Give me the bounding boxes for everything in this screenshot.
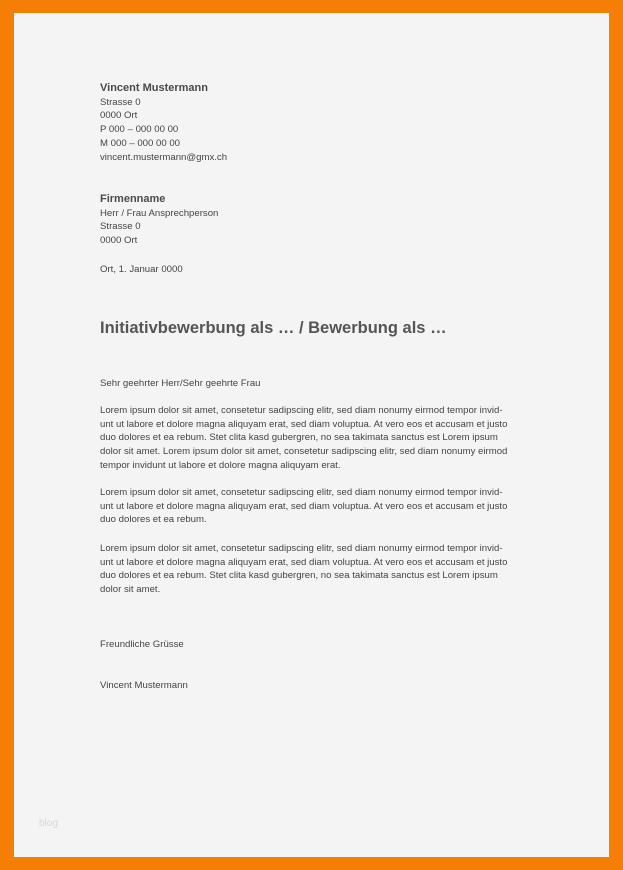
- text-line: duo dolores et ea rebum. Stet clita kasd gubergren, no sea takimata sanctus est Lorem ipsum: [100, 432, 498, 444]
- date: Ort, 1. Januar 0000: [100, 264, 183, 275]
- recipient-contact: Herr / Frau Ansprechperson: [100, 207, 219, 219]
- text-line: unt ut labore et dolore magna aliquyam erat, sed diam voluptua. At vero eos et accusam et justo: [100, 418, 508, 430]
- recipient-company: Firmenname: [100, 193, 166, 205]
- text-line: dolor sit amet. Lorem ipsum dolor sit amet, consetetur sadipscing elitr, sed diam nonumy eirmod: [100, 446, 508, 458]
- salutation: Sehr geehrter Herr/Sehr geehrte Frau: [100, 378, 261, 389]
- text-line: duo dolores et ea rebum. Stet clita kasd gubergren, no sea takimata sanctus est Lorem ipsum: [100, 570, 498, 582]
- sender-name: Vincent Mustermann: [100, 82, 208, 94]
- text-line: unt ut labore et dolore magna aliquyam erat, sed diam voluptua. At vero eos et accusam et justo: [100, 556, 508, 568]
- sender-email: vincent.mustermann@gmx.ch: [100, 151, 228, 163]
- text-line: tempor invidunt ut labore et dolore magna aliquyam erat.: [100, 459, 341, 471]
- letter-page: [14, 13, 609, 857]
- paragraph-2: [100, 486, 507, 527]
- text-line: unt ut labore et dolore magna aliquyam erat, sed diam voluptua. At vero eos et accusam et justo: [100, 500, 508, 512]
- sender-city: 0000 Ort: [100, 110, 138, 122]
- closing: Freundliche Grüsse: [100, 639, 184, 650]
- text-line: Lorem ipsum dolor sit amet, consetetur sadipscing elitr, sed diam nonumy eirmod tempor invid-: [100, 405, 503, 416]
- sender-mobile: M 000 – 000 00 00: [100, 137, 181, 149]
- paragraph-1: [100, 404, 507, 473]
- paragraph-3: [100, 542, 507, 597]
- text-line: Lorem ipsum dolor sit amet, consetetur sadipscing elitr, sed diam nonumy eirmod tempor invid-: [100, 487, 503, 498]
- signature: Vincent Mustermann: [100, 680, 188, 691]
- recipient-block: [100, 193, 218, 248]
- text-line: duo dolores et ea rebum.: [100, 514, 207, 526]
- subject-title: Initiativbewerbung als … / Bewerbung als …: [100, 319, 447, 337]
- text-line: dolor sit amet.: [100, 584, 161, 596]
- text-line: Lorem ipsum dolor sit amet, consetetur sadipscing elitr, sed diam nonumy eirmod tempor invid-: [100, 543, 503, 554]
- recipient-street: Strasse 0: [100, 221, 141, 233]
- sender-phone: P 000 – 000 00 00: [100, 124, 179, 136]
- sender-street: Strasse 0: [100, 96, 141, 108]
- watermark: blog: [39, 818, 58, 829]
- recipient-city: 0000 Ort: [100, 235, 138, 247]
- sender-block: [100, 82, 227, 164]
